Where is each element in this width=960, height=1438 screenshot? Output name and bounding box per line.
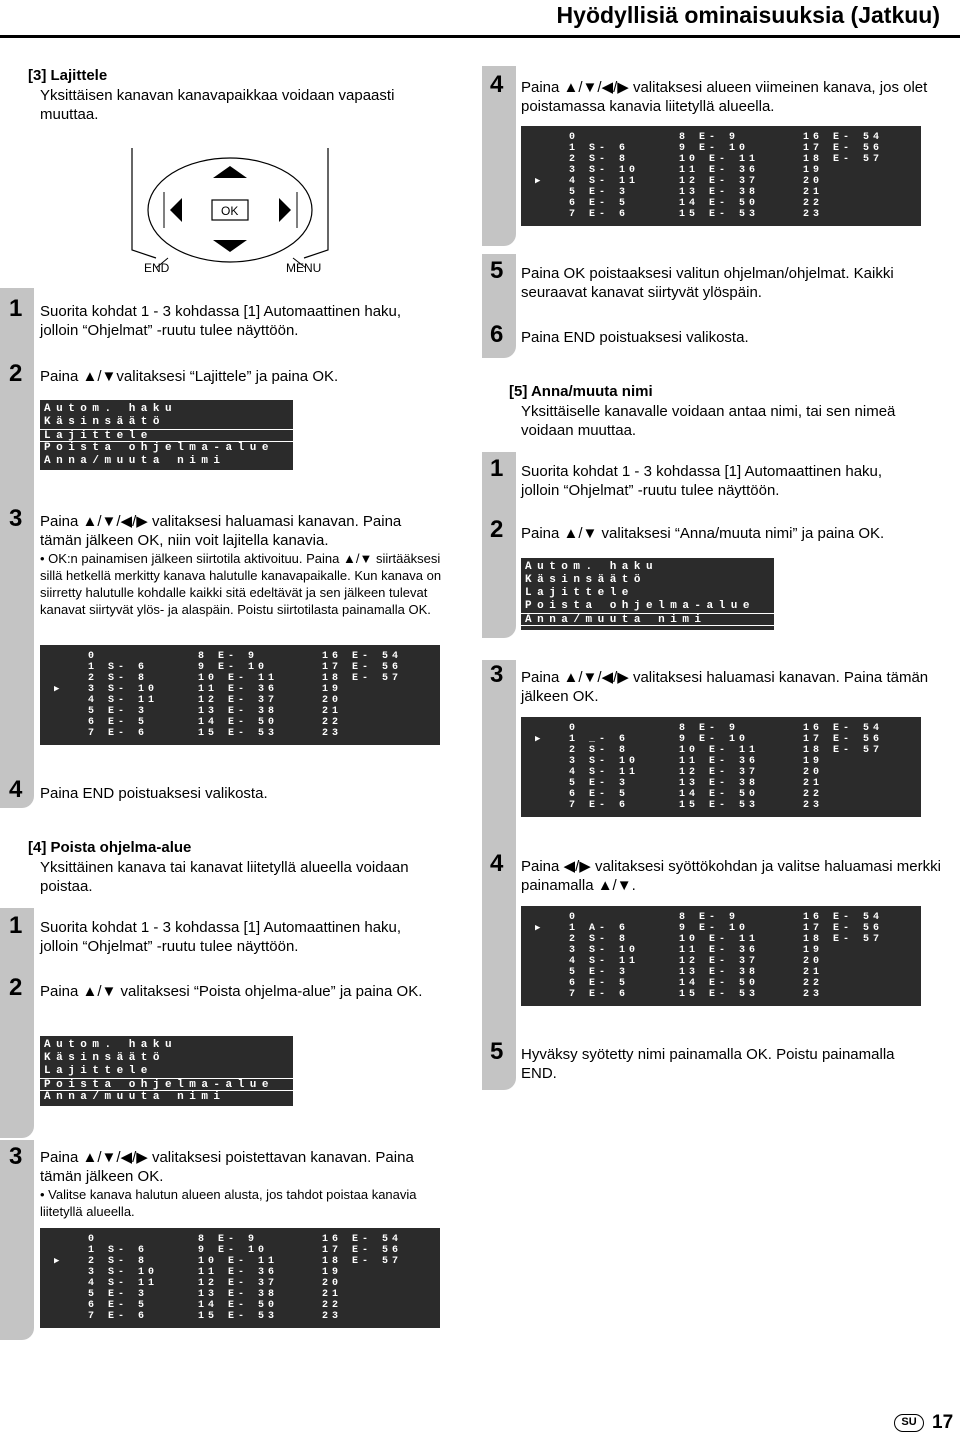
step-number: 2 (9, 974, 23, 1001)
channel-entry: 5 E- 3 (569, 187, 630, 198)
channel-entry: 21 (322, 1289, 343, 1300)
channel-entry: 16 E- 54 (322, 651, 403, 662)
osd-channel-list-sec4-range (521, 126, 921, 226)
channel-entry: 3 S- 10 (88, 1267, 159, 1278)
remote-end-label: END (144, 261, 170, 275)
osd-channel-list-sec3 (40, 645, 440, 745)
channel-entry: 18 E- 57 (803, 934, 884, 945)
channel-entry: 22 (803, 198, 824, 209)
step-number: 4 (9, 776, 23, 803)
section-4-title: [4] Poista ohjelma-alue (28, 839, 192, 856)
channel-entry: 18 E- 57 (322, 1256, 403, 1267)
channel-entry: 21 (803, 778, 824, 789)
osd-channel-list-sec5-select (521, 717, 921, 817)
channel-entry: 22 (322, 1300, 343, 1311)
menu-item: Autom. haku (525, 561, 659, 573)
channel-entry: 2 S- 8 (569, 934, 630, 945)
channel-entry: 6 E- 5 (569, 789, 630, 800)
channel-entry: 3 S- 10 (569, 756, 640, 767)
sec4-step5-text: Paina OK poistaaksesi valitun ohjelman/ohjelmat. Kaikki seuraavat kanavat siirtyvät ylöspäin. (521, 265, 894, 301)
channel-entry: 23 (322, 1311, 343, 1322)
language-badge: SU (894, 1414, 924, 1432)
channel-entry: 20 (803, 767, 824, 778)
channel-entry: 16 E- 54 (803, 132, 884, 143)
channel-entry: 20 (803, 176, 824, 187)
channel-entry: 2 S- 8 (88, 673, 149, 684)
channel-entry: 4 S- 11 (569, 176, 640, 187)
channel-entry: 16 E- 54 (322, 1234, 403, 1245)
step-number: 2 (490, 516, 504, 543)
channel-entry: 2 S- 8 (569, 745, 630, 756)
channel-entry: 19 (803, 945, 824, 956)
menu-item-selected: Lajittele (40, 429, 293, 442)
menu-item-selected: Anna/muuta nimi (521, 613, 774, 626)
channel-entry: 13 E- 38 (679, 967, 760, 978)
channel-entry: 23 (322, 728, 343, 739)
channel-entry: 14 E- 50 (679, 789, 760, 800)
sec3-step2-text: Paina ▲/▼valitaksesi “Lajittele” ja paina OK. (40, 368, 339, 385)
channel-entry: 18 E- 57 (803, 154, 884, 165)
step-number: 5 (490, 257, 504, 284)
step-number: 1 (490, 455, 504, 482)
sec5-step1-text: Suorita kohdat 1 - 3 kohdassa [1] Automaattinen haku, jolloin “Ohjelmat” -ruutu tulee näyttöön. (521, 463, 883, 499)
menu-item: Autom. haku (44, 403, 178, 415)
channel-entry: 4 S- 11 (88, 695, 159, 706)
channel-entry: 3 S- 10 (569, 945, 640, 956)
step-number: 4 (490, 850, 504, 877)
sec4-step4-text: Paina ▲/▼/◀/▶ valitaksesi alueen viimeinen kanava, jos olet poistamassa kanavia liitetyllä alueella. (521, 79, 928, 115)
sec5-step3-text: Paina ▲/▼/◀/▶ valitaksesi haluamasi kanavan. Paina tämän jälkeen OK. (521, 669, 929, 705)
channel-entry: 5 E- 3 (569, 778, 630, 789)
channel-entry: 23 (803, 989, 824, 1000)
step-number: 6 (490, 321, 504, 348)
page-title: Hyödyllisiä ominaisuuksia (Jatkuu) (556, 2, 940, 28)
channel-entry: 12 E- 37 (679, 176, 760, 187)
channel-entry: 8 E- 9 (679, 723, 740, 734)
channel-entry: 4 S- 11 (88, 1278, 159, 1289)
channel-entry: 19 (803, 756, 824, 767)
channel-entry: 23 (803, 209, 824, 220)
channel-entry: 10 E- 11 (679, 154, 760, 165)
channel-entry: 20 (322, 695, 343, 706)
channel-entry: 6 E- 5 (88, 1300, 149, 1311)
channel-entry: 16 E- 54 (803, 912, 884, 923)
section-5-intro: Yksittäiselle kanavalle voidaan antaa nimi, tai sen nimeä voidaan muuttaa. (521, 403, 896, 439)
channel-entry: 20 (322, 1278, 343, 1289)
channel-entry: 4 S- 11 (569, 767, 640, 778)
sec5-step5-text: Hyväksy syötetty nimi painamalla OK. Poistu painamalla END. (521, 1046, 895, 1082)
channel-entry: 14 E- 50 (198, 717, 279, 728)
sec5-step4-text: Paina ◀/▶ valitaksesi syöttökohdan ja valitse haluamasi merkki painamalla ▲/▼. (521, 858, 941, 894)
channel-entry: 9 E- 10 (198, 662, 269, 673)
channel-entry: 5 E- 3 (569, 967, 630, 978)
page-number: 17 (932, 1412, 954, 1433)
sec5-step2-text: Paina ▲/▼ valitaksesi “Anna/muuta nimi” ja paina OK. (521, 525, 885, 542)
channel-entry: 0 (569, 132, 580, 143)
channel-entry: 1 S- 6 (88, 1245, 149, 1256)
section-3-intro: Yksittäisen kanavan kanavapaikkaa voidaan vapaasti muuttaa. (40, 87, 395, 123)
menu-item: Autom. haku (44, 1039, 178, 1051)
sec4-step1-text: Suorita kohdat 1 - 3 kohdassa [1] Automaattinen haku, jolloin “Ohjelmat” -ruutu tulee näyttöön. (40, 919, 402, 955)
menu-item: Poista ohjelma-alue (44, 442, 274, 454)
selection-pointer-icon: ▶ (535, 734, 545, 744)
menu-item: Käsinsäätö (44, 416, 166, 428)
step-bar-sec4 (0, 908, 34, 1138)
channel-entry: 17 E- 56 (803, 734, 884, 745)
channel-entry: 22 (322, 717, 343, 728)
channel-entry: 15 E- 53 (679, 209, 760, 220)
channel-entry: 11 E- 36 (198, 684, 279, 695)
channel-entry: 11 E- 36 (679, 756, 760, 767)
sec3-step3-note: • OK:n painamisen jälkeen siirtotila aktivoituu. Paina ▲/▼ siirtääksesi sillä hetkellä merkitty kanava halutulle kanavapaikalle. Kun kanava on siirretty halutulle kohdalle kaikki sitä edeltävät ja sen jälkeen tulevat kanavat siirtyvät ylös- ja alaspäin. Poistu siirtotilasta painamalla OK. (40, 551, 442, 617)
channel-entry: 9 E- 10 (198, 1245, 269, 1256)
step-number: 5 (490, 1038, 504, 1065)
channel-entry: 12 E- 37 (679, 956, 760, 967)
channel-entry: 22 (803, 789, 824, 800)
channel-entry: 13 E- 38 (679, 187, 760, 198)
channel-entry: 9 E- 10 (679, 734, 750, 745)
channel-entry: 10 E- 11 (679, 934, 760, 945)
channel-entry: 1 S- 6 (569, 143, 630, 154)
osd-channel-list-sec5-edit (521, 906, 921, 1006)
channel-entry: 2 S- 8 (569, 154, 630, 165)
sec3-step1-text: Suorita kohdat 1 - 3 kohdassa [1] Automaattinen haku, jolloin “Ohjelmat” -ruutu tulee näyttöön. (40, 303, 402, 339)
sec4-step3-note: • Valitse kanava halutun alueen alusta, jos tahdot poistaa kanavia liitetyllä alueella. (40, 1187, 417, 1219)
sec3-step4-text: Paina END poistuaksesi valikosta. (40, 785, 268, 802)
channel-entry: 7 E- 6 (569, 209, 630, 220)
channel-entry: 15 E- 53 (198, 728, 279, 739)
channel-entry: 4 S- 11 (569, 956, 640, 967)
channel-entry: 12 E- 37 (198, 695, 279, 706)
channel-entry: 5 E- 3 (88, 706, 149, 717)
selection-pointer-icon: ▶ (535, 923, 545, 933)
channel-entry: 7 E- 6 (569, 800, 630, 811)
channel-entry: 14 E- 50 (679, 198, 760, 209)
menu-item-selected: Poista ohjelma-alue (40, 1078, 293, 1091)
channel-entry: 14 E- 50 (198, 1300, 279, 1311)
channel-entry: 0 (88, 651, 99, 662)
channel-entry: 11 E- 36 (679, 165, 760, 176)
channel-entry: 1 _- 6 (569, 734, 630, 745)
channel-entry: 2 S- 8 (88, 1256, 149, 1267)
sec4-step6-text: Paina END poistuaksesi valikosta. (521, 329, 749, 346)
osd-channel-list-sec4 (40, 1228, 440, 1328)
channel-entry: 8 E- 9 (679, 132, 740, 143)
channel-entry: 12 E- 37 (679, 767, 760, 778)
menu-item: Lajittele (44, 1065, 153, 1077)
sec3-step3-text: Paina ▲/▼/◀/▶ valitaksesi haluamasi kanavan. Paina tämän jälkeen OK, niin voit lajitella kanavia. (40, 513, 402, 549)
channel-entry: 17 E- 56 (322, 1245, 403, 1256)
channel-entry: 6 E- 5 (569, 978, 630, 989)
menu-item: Käsinsäätö (525, 574, 647, 586)
channel-entry: 13 E- 38 (679, 778, 760, 789)
channel-entry: 8 E- 9 (198, 1234, 259, 1245)
channel-entry: 0 (569, 912, 580, 923)
channel-entry: 3 S- 10 (569, 165, 640, 176)
channel-entry: 19 (803, 165, 824, 176)
menu-item: Anna/muuta nimi (44, 455, 226, 467)
channel-entry: 7 E- 6 (569, 989, 630, 1000)
channel-entry: 11 E- 36 (198, 1267, 279, 1278)
menu-item: Poista ohjelma-alue (525, 600, 755, 612)
channel-entry: 5 E- 3 (88, 1289, 149, 1300)
channel-entry: 21 (803, 187, 824, 198)
channel-entry: 17 E- 56 (803, 923, 884, 934)
osd-menu-sec5 (521, 558, 774, 630)
remote-menu-label: MENU (286, 261, 322, 275)
channel-entry: 19 (322, 684, 343, 695)
channel-entry: 12 E- 37 (198, 1278, 279, 1289)
channel-entry: 17 E- 56 (803, 143, 884, 154)
channel-entry: 19 (322, 1267, 343, 1278)
channel-entry: 3 S- 10 (88, 684, 159, 695)
channel-entry: 16 E- 54 (803, 723, 884, 734)
channel-entry: 1 S- 6 (88, 662, 149, 673)
channel-entry: 21 (322, 706, 343, 717)
channel-entry: 7 E- 6 (88, 728, 149, 739)
channel-entry: 10 E- 11 (679, 745, 760, 756)
channel-entry: 9 E- 10 (679, 143, 750, 154)
section-3-title: [3] Lajittele (28, 67, 108, 84)
osd-menu-sec3 (40, 400, 293, 470)
channel-entry: 13 E- 38 (198, 1289, 279, 1300)
channel-entry: 15 E- 53 (679, 800, 760, 811)
channel-entry: 10 E- 11 (198, 1256, 279, 1267)
channel-entry: 23 (803, 800, 824, 811)
step-number: 1 (9, 912, 23, 939)
selection-pointer-icon: ▶ (535, 176, 545, 186)
step-number: 4 (490, 71, 504, 98)
channel-entry: 6 E- 5 (88, 717, 149, 728)
section-4-intro: Yksittäinen kanava tai kanavat liitetyllä alueella voidaan poistaa. (40, 859, 409, 895)
channel-entry: 9 E- 10 (679, 923, 750, 934)
remote-ok-label: OK (221, 204, 239, 218)
menu-item: Lajittele (525, 587, 634, 599)
channel-entry: 6 E- 5 (569, 198, 630, 209)
channel-entry: 10 E- 11 (198, 673, 279, 684)
step-number: 1 (9, 295, 23, 322)
channel-entry: 17 E- 56 (322, 662, 403, 673)
channel-entry: 1 A- 6 (569, 923, 630, 934)
channel-entry: 14 E- 50 (679, 978, 760, 989)
sec4-step3-text: Paina ▲/▼/◀/▶ valitaksesi poistettavan kanavan. Paina tämän jälkeen OK. (40, 1149, 414, 1185)
channel-entry: 21 (803, 967, 824, 978)
step-number: 3 (9, 1143, 23, 1170)
channel-entry: 15 E- 53 (198, 1311, 279, 1322)
step-number: 3 (9, 505, 23, 532)
channel-entry: 11 E- 36 (679, 945, 760, 956)
channel-entry: 18 E- 57 (322, 673, 403, 684)
channel-entry: 13 E- 38 (198, 706, 279, 717)
step-number: 3 (490, 661, 504, 688)
channel-entry: 0 (569, 723, 580, 734)
channel-entry: 22 (803, 978, 824, 989)
channel-entry: 8 E- 9 (198, 651, 259, 662)
channel-entry: 18 E- 57 (803, 745, 884, 756)
menu-item: Anna/muuta nimi (44, 1091, 226, 1103)
sec4-step2-text: Paina ▲/▼ valitaksesi “Poista ohjelma-alue” ja paina OK. (40, 983, 423, 1000)
selection-pointer-icon: ▶ (54, 1256, 64, 1266)
channel-entry: 0 (88, 1234, 99, 1245)
channel-entry: 7 E- 6 (88, 1311, 149, 1322)
section-5-title: [5] Anna/muuta nimi (509, 383, 653, 400)
step-number: 2 (9, 360, 23, 387)
selection-pointer-icon: ▶ (54, 684, 64, 694)
osd-menu-sec4 (40, 1036, 293, 1106)
channel-entry: 20 (803, 956, 824, 967)
menu-item: Käsinsäätö (44, 1052, 166, 1064)
channel-entry: 8 E- 9 (679, 912, 740, 923)
channel-entry: 15 E- 53 (679, 989, 760, 1000)
step-bar-sec4b (0, 1140, 34, 1340)
